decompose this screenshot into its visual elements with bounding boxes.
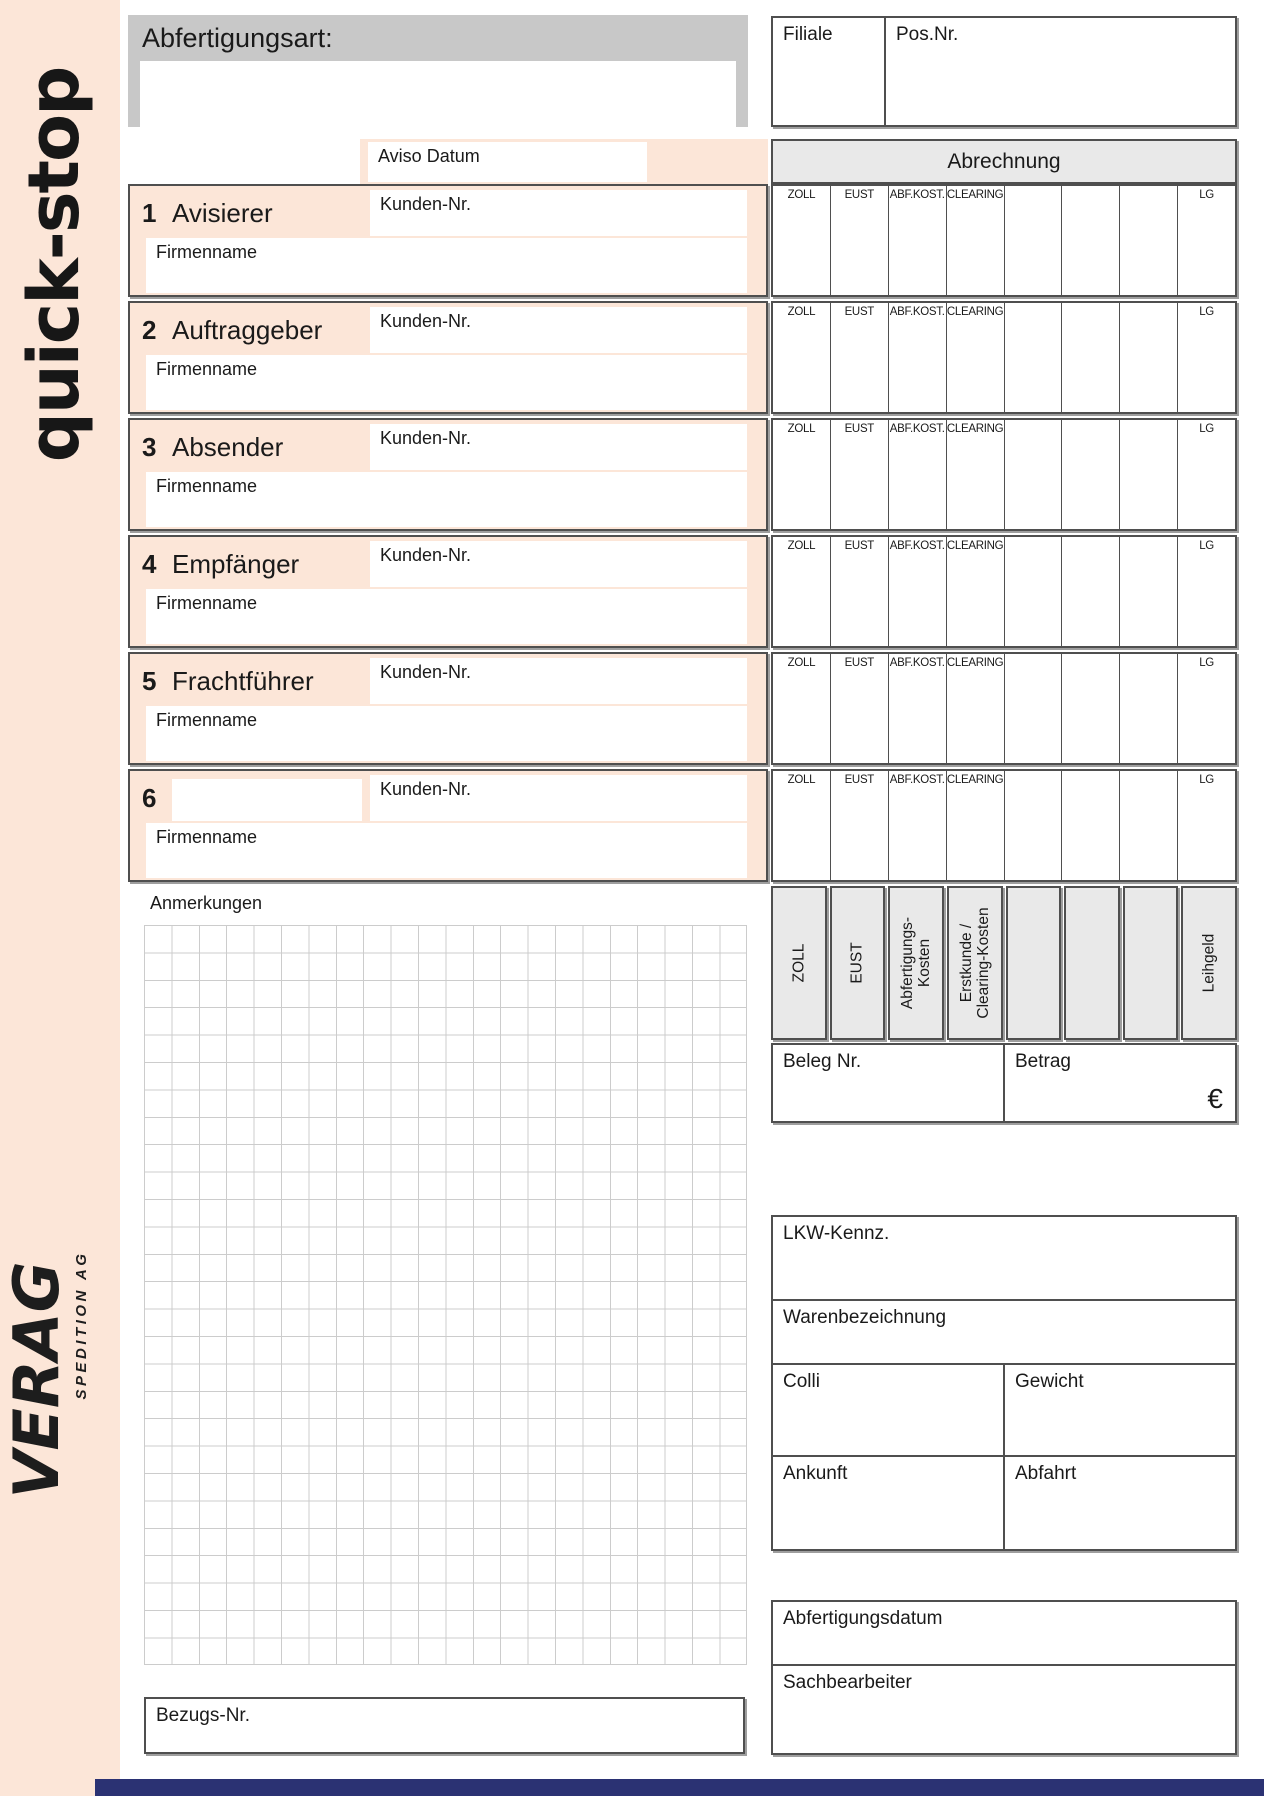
firmenname-label: Firmenname <box>156 242 258 262</box>
euro-symbol: € <box>1207 1083 1223 1114</box>
abrechnung-column-header: LG <box>1199 189 1214 201</box>
abrechnung-column-header <box>1120 186 1177 189</box>
aviso-datum-input[interactable] <box>368 142 647 182</box>
quick-stop-logo: quick-stop <box>13 67 95 463</box>
abrechnung-footer-cell <box>830 886 886 1040</box>
beleg-nr-field[interactable] <box>773 1045 1005 1121</box>
section-1 <box>128 184 768 297</box>
abrechnung-cell[interactable] <box>1120 303 1178 412</box>
verag-subtitle: SPEDITION AG <box>73 1250 90 1400</box>
abrechnung-cell[interactable] <box>1178 654 1235 763</box>
firmenname-label: Firmenname <box>156 827 258 847</box>
kunden-nr-input[interactable] <box>370 307 747 353</box>
section-role-label: Absender <box>172 432 284 462</box>
abrechnung-cell[interactable] <box>1178 303 1235 412</box>
kunden-nr-label: Kunden-Nr. <box>380 194 472 214</box>
bezugs-nr-field[interactable] <box>144 1697 745 1754</box>
gewicht-label: Gewicht <box>1015 1371 1084 1392</box>
filiale-posnr-box <box>771 16 1237 127</box>
abrechnung-footer <box>771 886 1237 1040</box>
abrechnung-column-header <box>1120 537 1177 540</box>
section-4 <box>128 535 768 648</box>
betrag-field[interactable] <box>1005 1045 1235 1121</box>
abrechnung-column-header: ZOLL <box>787 306 816 318</box>
section-role-input[interactable] <box>172 779 362 821</box>
lkw-kennz-label: LKW-Kennz. <box>783 1223 890 1244</box>
abrechnung-column-header <box>1120 771 1177 774</box>
section-role-label: Avisierer <box>172 198 273 228</box>
abrechnung-column-header: CLEARING <box>946 189 1004 201</box>
firmenname-label: Firmenname <box>156 593 258 613</box>
abrechnung-column-header: ABF.KOST. <box>889 423 945 435</box>
beleg-betrag-box <box>771 1043 1237 1123</box>
kunden-nr-label: Kunden-Nr. <box>380 779 472 799</box>
abrechnung-cell[interactable] <box>1005 654 1063 763</box>
abrechnung-column-header: ZOLL <box>787 657 816 669</box>
abrechnung-cell[interactable] <box>1062 537 1120 646</box>
abrechnung-column-header <box>1005 303 1062 306</box>
abrechnung-footer-cell <box>1006 886 1062 1040</box>
abrechnung-cell[interactable] <box>889 420 947 529</box>
abrechnung-cell[interactable] <box>773 771 831 880</box>
abrechnung-column-header: EUST <box>844 189 875 201</box>
firmenname-input[interactable] <box>146 238 747 293</box>
abrechnung-cell[interactable] <box>831 420 889 529</box>
bezugs-nr-label: Bezugs-Nr. <box>156 1705 250 1726</box>
section-role-label: Empfänger <box>172 549 300 579</box>
abrechnung-column-header <box>1120 303 1177 306</box>
abrechnung-cell[interactable] <box>889 537 947 646</box>
section-number: 1 <box>142 198 157 228</box>
abrechnung-row-6 <box>771 769 1237 882</box>
abfertigungsdatum-label: Abfertigungsdatum <box>783 1608 943 1629</box>
kunden-nr-label: Kunden-Nr. <box>380 311 472 331</box>
abrechnung-column-header: EUST <box>844 774 875 786</box>
abfertigungsdatum-field[interactable] <box>773 1602 1235 1666</box>
abrechnung-column-header <box>1005 537 1062 540</box>
firmenname-input[interactable] <box>146 472 747 527</box>
abrechnung-cell[interactable] <box>831 303 889 412</box>
abrechnung-cell[interactable] <box>773 537 831 646</box>
firmenname-input[interactable] <box>146 706 747 761</box>
abrechnung-footer-label: Leihgeld <box>1200 933 1218 993</box>
ankunft-field[interactable] <box>773 1457 1005 1549</box>
sachbearbeiter-field[interactable] <box>773 1666 1235 1753</box>
abrechnung-cell[interactable] <box>889 186 947 295</box>
colli-field[interactable] <box>773 1365 1005 1455</box>
abrechnung-footer-label: Abfertigungs- Kosten <box>899 916 934 1010</box>
firmenname-label: Firmenname <box>156 359 258 379</box>
section-number: 5 <box>142 666 157 696</box>
abrechnung-footer-cell <box>888 886 944 1040</box>
pos-nr-field[interactable] <box>886 18 1235 125</box>
abrechnung-column-header <box>1120 654 1177 657</box>
section-number: 3 <box>142 432 157 462</box>
abfertigungsart-box <box>128 15 748 127</box>
abrechnung-column-header <box>1005 186 1062 189</box>
processing-box <box>771 1600 1237 1755</box>
abrechnung-cell[interactable] <box>947 654 1005 763</box>
abrechnung-cell[interactable] <box>947 771 1005 880</box>
aviso-datum-block <box>360 139 768 184</box>
abrechnung-cell[interactable] <box>947 186 1005 295</box>
abrechnung-cell[interactable] <box>1120 186 1178 295</box>
abrechnung-cell[interactable] <box>1005 771 1063 880</box>
aviso-datum-label: Aviso Datum <box>378 146 480 166</box>
abrechnung-column-header: ABF.KOST. <box>889 189 945 201</box>
abrechnung-column-header: CLEARING <box>946 306 1004 318</box>
abrechnung-cell[interactable] <box>947 537 1005 646</box>
kunden-nr-input[interactable] <box>370 658 747 704</box>
section-number: 2 <box>142 315 157 345</box>
abrechnung-column-header: EUST <box>844 657 875 669</box>
abrechnung-column-header <box>1005 771 1062 774</box>
abrechnung-column-header: ABF.KOST. <box>889 540 945 552</box>
abrechnung-column-header <box>1062 654 1119 657</box>
abrechnung-row-3 <box>771 418 1237 531</box>
abrechnung-column-header <box>1062 537 1119 540</box>
abrechnung-cell[interactable] <box>1005 537 1063 646</box>
section-2 <box>128 301 768 414</box>
abfertigungsart-label: Abfertigungsart: <box>142 23 333 53</box>
abrechnung-column-header: LG <box>1199 306 1214 318</box>
firmenname-label: Firmenname <box>156 710 258 730</box>
abrechnung-footer-cell <box>771 886 827 1040</box>
abrechnung-cell[interactable] <box>1005 420 1063 529</box>
abrechnung-cell[interactable] <box>1062 303 1120 412</box>
abrechnung-cell[interactable] <box>889 771 947 880</box>
anmerkungen-grid[interactable] <box>144 925 747 1665</box>
abrechnung-cell[interactable] <box>831 186 889 295</box>
abrechnung-cell[interactable] <box>1120 420 1178 529</box>
abfahrt-label: Abfahrt <box>1015 1463 1077 1484</box>
abrechnung-cell[interactable] <box>1178 186 1235 295</box>
section-5 <box>128 652 768 765</box>
abrechnung-column-header: LG <box>1199 540 1214 552</box>
abrechnung-column-header: LG <box>1199 657 1214 669</box>
abrechnung-cell[interactable] <box>831 654 889 763</box>
abrechnung-cell[interactable] <box>831 771 889 880</box>
abrechnung-column-header: EUST <box>844 540 875 552</box>
beleg-nr-label: Beleg Nr. <box>783 1051 862 1072</box>
abrechnung-column-header <box>1062 186 1119 189</box>
abrechnung-cell[interactable] <box>773 654 831 763</box>
abrechnung-footer-label: EUST <box>848 942 866 984</box>
abrechnung-footer-label: ZOLL <box>790 943 808 983</box>
abrechnung-cell[interactable] <box>831 537 889 646</box>
filiale-field[interactable] <box>773 18 886 125</box>
abrechnung-cell[interactable] <box>773 420 831 529</box>
shipment-box <box>771 1215 1237 1551</box>
betrag-label: Betrag <box>1015 1051 1071 1072</box>
section-3 <box>128 418 768 531</box>
abrechnung-column-header: LG <box>1199 774 1214 786</box>
abrechnung-cell[interactable] <box>947 420 1005 529</box>
filiale-label: Filiale <box>783 24 833 45</box>
abrechnung-column-header: EUST <box>844 306 875 318</box>
abrechnung-column-header: ABF.KOST. <box>889 774 945 786</box>
gewicht-field[interactable] <box>1005 1365 1235 1455</box>
abrechnung-column-header: EUST <box>844 423 875 435</box>
abrechnung-row-5 <box>771 652 1237 765</box>
abrechnung-column-header: CLEARING <box>946 657 1004 669</box>
abrechnung-cell[interactable] <box>1120 771 1178 880</box>
abrechnung-column-header: CLEARING <box>946 423 1004 435</box>
abrechnung-footer-cell <box>1181 886 1237 1040</box>
abrechnung-cell[interactable] <box>1062 420 1120 529</box>
kunden-nr-input[interactable] <box>370 775 747 821</box>
firmenname-input[interactable] <box>146 355 747 410</box>
kunden-nr-input[interactable] <box>370 190 747 236</box>
section-6 <box>128 769 768 882</box>
pos-nr-label: Pos.Nr. <box>896 24 959 45</box>
abrechnung-cell[interactable] <box>1005 303 1063 412</box>
abrechnung-column-header: ZOLL <box>787 189 816 201</box>
abrechnung-cell[interactable] <box>1178 537 1235 646</box>
abrechnung-row-4 <box>771 535 1237 648</box>
abrechnung-column-header: ZOLL <box>787 540 816 552</box>
abrechnung-cell[interactable] <box>1120 654 1178 763</box>
abrechnung-cell[interactable] <box>1062 654 1120 763</box>
abrechnung-column-header: ZOLL <box>787 423 816 435</box>
colli-label: Colli <box>783 1371 820 1392</box>
lkw-kennz-field[interactable] <box>773 1217 1235 1301</box>
section-role-label: Frachtführer <box>172 666 314 696</box>
abrechnung-cell[interactable] <box>1005 186 1063 295</box>
abrechnung-row-2 <box>771 301 1237 414</box>
abrechnung-column-header: LG <box>1199 423 1214 435</box>
abrechnung-column-header: ABF.KOST. <box>889 657 945 669</box>
verag-logo: VERAG <box>0 1261 73 1499</box>
kunden-nr-label: Kunden-Nr. <box>380 545 472 565</box>
abfertigungsart-input[interactable] <box>140 61 736 131</box>
abrechnung-cell[interactable] <box>1120 537 1178 646</box>
firmenname-input[interactable] <box>146 823 747 878</box>
abrechnung-column-header <box>1005 420 1062 423</box>
abrechnung-cell[interactable] <box>1178 771 1235 880</box>
abrechnung-cell[interactable] <box>773 303 831 412</box>
abrechnung-column-header <box>1062 771 1119 774</box>
abrechnung-cell[interactable] <box>889 303 947 412</box>
abrechnung-column-header: CLEARING <box>946 774 1004 786</box>
warenbezeichnung-label: Warenbezeichnung <box>783 1307 947 1328</box>
abrechnung-footer-cell <box>947 886 1003 1040</box>
kunden-nr-input[interactable] <box>370 424 747 470</box>
abrechnung-header: Abrechnung <box>771 139 1237 184</box>
warenbezeichnung-field[interactable] <box>773 1301 1235 1365</box>
abrechnung-cell[interactable] <box>1062 186 1120 295</box>
abrechnung-column-header: ZOLL <box>787 774 816 786</box>
abrechnung-cell[interactable] <box>889 654 947 763</box>
abrechnung-cell[interactable] <box>1178 420 1235 529</box>
section-number: 4 <box>142 549 157 579</box>
abrechnung-cell[interactable] <box>1062 771 1120 880</box>
abrechnung-footer-cell <box>1064 886 1120 1040</box>
abrechnung-column-header <box>1120 420 1177 423</box>
kunden-nr-label: Kunden-Nr. <box>380 428 472 448</box>
section-role-label: Auftraggeber <box>172 315 323 345</box>
kunden-nr-input[interactable] <box>370 541 747 587</box>
abrechnung-column-header: ABF.KOST. <box>889 306 945 318</box>
abrechnung-footer-cell <box>1123 886 1179 1040</box>
section-number: 6 <box>142 783 157 813</box>
abrechnung-row-1 <box>771 184 1237 297</box>
anmerkungen-label: Anmerkungen <box>150 893 263 913</box>
abrechnung-column-header <box>1005 654 1062 657</box>
kunden-nr-label: Kunden-Nr. <box>380 662 472 682</box>
firmenname-input[interactable] <box>146 589 747 644</box>
abrechnung-column-header <box>1062 420 1119 423</box>
ankunft-abfahrt-row <box>773 1457 1235 1549</box>
firmenname-label: Firmenname <box>156 476 258 496</box>
abrechnung-footer-label: Erstkunde / Clearing-Kosten <box>957 907 992 1019</box>
colli-gewicht-row <box>773 1365 1235 1457</box>
abfahrt-field[interactable] <box>1005 1457 1235 1549</box>
abrechnung-cell[interactable] <box>947 303 1005 412</box>
ankunft-label: Ankunft <box>783 1463 848 1484</box>
abrechnung-column-header <box>1062 303 1119 306</box>
bottom-color-bar <box>95 1779 1264 1796</box>
abrechnung-cell[interactable] <box>773 186 831 295</box>
sachbearbeiter-label: Sachbearbeiter <box>783 1672 912 1693</box>
abrechnung-column-header: CLEARING <box>946 540 1004 552</box>
